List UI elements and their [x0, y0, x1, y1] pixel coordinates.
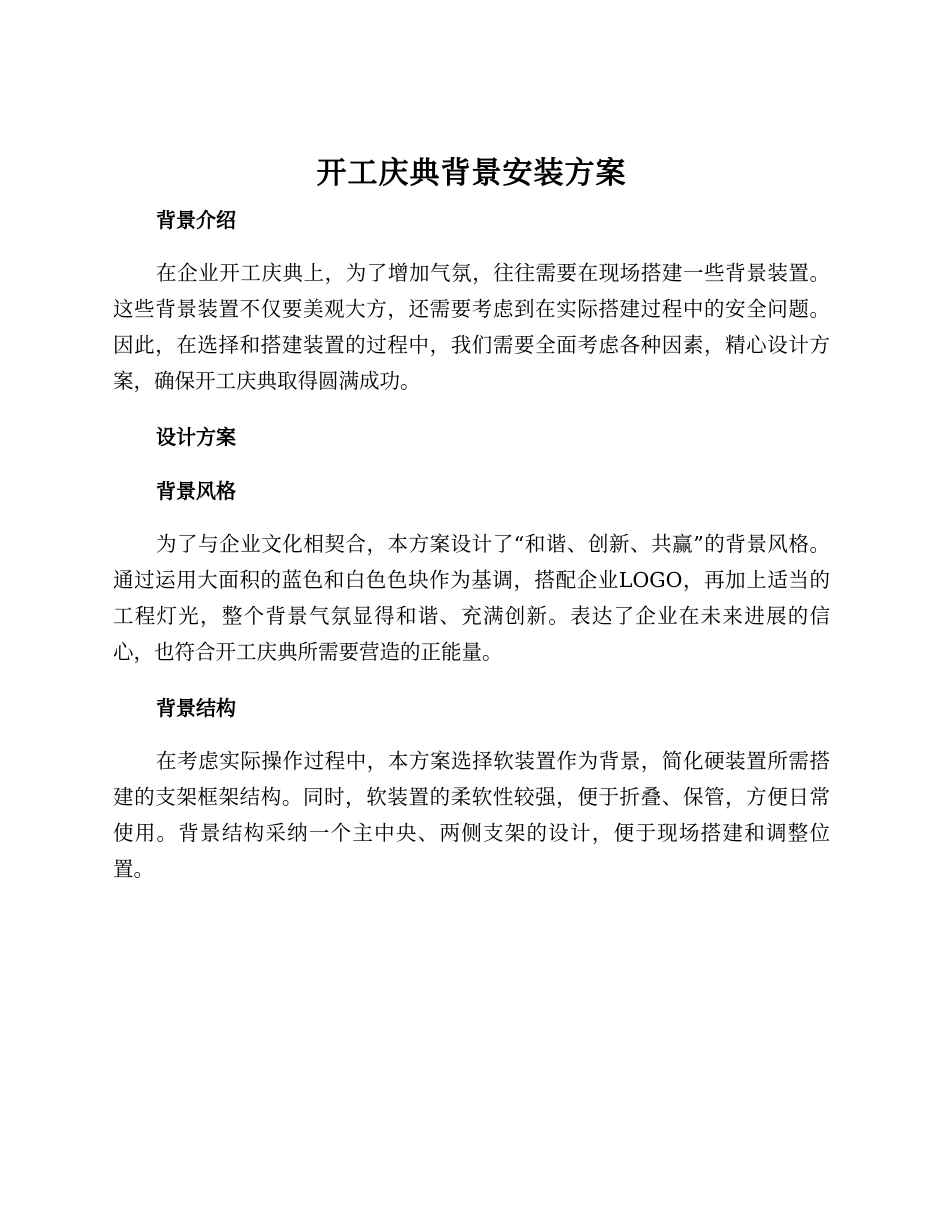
section-heading-intro: 背景介绍 [156, 208, 236, 232]
document-title: 开工庆典背景安装方案 [316, 156, 627, 191]
section-heading-design: 设计方案 [156, 425, 236, 449]
document-body [113, 150, 830, 887]
subsection-heading-structure: 背景结构 [156, 696, 236, 720]
paragraph-structure: 在考虑实际操作过程中，本方案选择软装置作为背景，简化硬装置所需搭建的支架框架结构。同时，软装置的柔软性较强，便于折叠、保管，方便日常使用。背景结构采纳一个主中央、两侧支架的设计，便于现场搭建和调整位置。 [113, 749, 830, 881]
subsection-heading-style: 背景风格 [156, 479, 236, 503]
paragraph-intro: 在企业开工庆典上，为了增加气氛，往往需要在现场搭建一些背景装置。这些背景装置不仅要美观大方，还需要考虑到在实际搭建过程中的安全问题。因此，在选择和搭建装置的过程中，我们需要全面考虑各种因素，精心设计方案，确保开工庆典取得圆满成功。 [113, 261, 830, 393]
paragraph-style: 为了与企业文化相契合，本方案设计了“和谐、创新、共赢”的背景风格。通过运用大面积的蓝色和白色色块作为基调，搭配企业LOGO，再加上适当的工程灯光，整个背景气氛显得和谐、充满创新。表达了企业在未来进展的信心，也符合开工庆典所需要营造的正能量。 [113, 532, 830, 664]
